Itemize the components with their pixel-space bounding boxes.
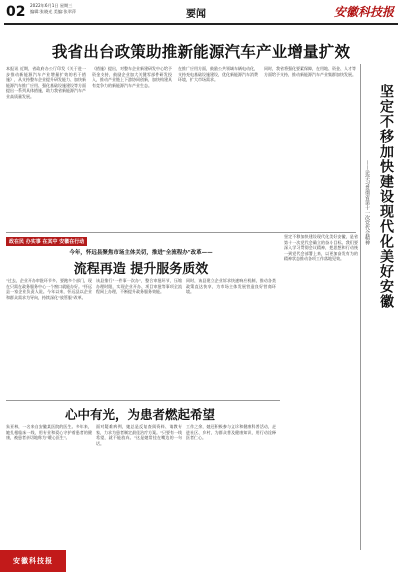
mid-col-1: "过去，企业开办审批环节多、要跑多个部门，现在只需在政务服务中心一个窗口就能办好。"怀远县一家企业负责人说。今年以来，怀远县以企业和群众需求为导向，持续深化"放管服"改革。 [6, 278, 92, 300]
masthead-rule [4, 23, 398, 25]
footer-logo: 安徽科技报 [0, 550, 66, 572]
vertical-subhead: ——论学习贯彻省第十一次党代会精神 [364, 160, 370, 245]
masthead [0, 0, 402, 26]
feature-col-2: 面对疑难病例，她总是反复查阅资料、请教专家，力求为患者制定最佳治疗方案。"只要有一线希望，就不能放弃。"这是她常挂在嘴边的一句话。 [96, 424, 182, 446]
newspaper-brand: 安徽科技报 [333, 5, 394, 19]
mid-col-2: 该县推行"一件事一次办"，整合审批环节，压缩办理时限，实现企业开办、项目审批等事项全流程网上办理，不断提升政务服务效能。 [96, 278, 182, 295]
section-title: 要闻 [186, 9, 206, 20]
mid-subhead: 今年，怀远县聚焦市场主体关切，推进"全流程办"改革—— [69, 250, 213, 256]
lead-col-2: 《措施》提出，对整车企业新建研发中心给予资金支持，鼓励企业加大关键零部件研发投入，推动产业链上下游协同创新，加快构建具有竞争力的新能源汽车产业生态。 [92, 66, 172, 88]
main-headline: 我省出台政策助推新能源汽车产业增量扩效 [51, 43, 351, 61]
lead-col-1: 本报讯 近期，省政府办公厅印发《关于进一步推动新能源汽车产业增量扩效的若干措施》，从支持整车企业提升研发能力、加快新能源汽车推广应用、强化基础设施建设等方面提出一系列具体措施，助力我省新能源汽车产业高质量发展。 [6, 66, 86, 99]
lead-col-4: 同时，我省将强化要素保障，在用地、资金、人才等方面给予支持，推动新能源汽车产业集群加快发展。 [264, 66, 356, 77]
feature-col-3: 工作之余，她还积极参与义诊和健康科普活动，走进社区、乡村，为群众普及健康知识，用行动诠释医者仁心。 [186, 424, 276, 441]
column-divider [360, 64, 361, 550]
issue-meta: 2022年6月1日 星期三 编辑:张晓光 美编:张翠萍 [30, 3, 77, 14]
feature-col-1: 朱亚林，一名来自安徽某医院的医生。多年来，她扎根临床一线，用专业和爱心守护着患者的健康，被患者亲切地称为"暖心医生"。 [6, 424, 92, 441]
vertical-headline: 坚定不移加快建设现代化美好安徽 [378, 84, 394, 309]
mid-col-3: 同时，该县建立企业诉求快速响应机制，推动各类政策直达快享，为市场主体发展营造良好营商环境。 [186, 278, 276, 295]
mid-headline: 流程再造 提升服务质效 [73, 262, 209, 277]
heart-divider [6, 400, 280, 401]
lead-col-3: 在推广应用方面，鼓励公共领域车辆电动化，支持充电基础设施建设，优化新能源汽车消费环境，扩大市场需求。 [178, 66, 258, 83]
topic-tag: 政在民 办实事 在其中 安徽在行动 [6, 237, 87, 246]
page-number: 02 [6, 4, 26, 20]
side-column-text: 坚定不移加快建设现代化美好安徽，是省第十一次党代会确立的奋斗目标。我们要深入学习贯彻会议精神，把思想和行动统一到党代会部署上来，以更加奋发有为的精神状态推动各项工作落地见效。 [284, 234, 358, 262]
section-divider [6, 232, 356, 233]
feature-headline: 心中有光，为患者燃起希望 [64, 407, 215, 422]
